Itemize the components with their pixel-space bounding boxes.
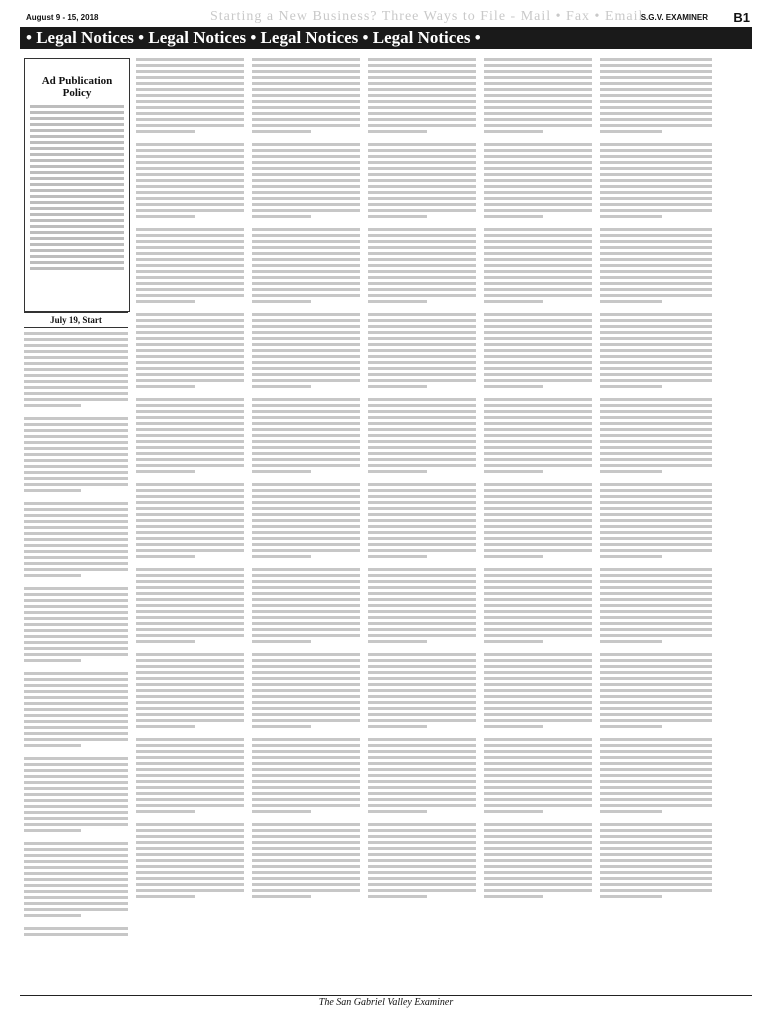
legal-notices-banner: • Legal Notices • Legal Notices • Legal Notices • Legal Notices • — [20, 27, 752, 49]
notice-column-2 — [136, 58, 244, 986]
issue-date: August 9 - 15, 2018 — [26, 13, 99, 22]
notice-column-5 — [484, 58, 592, 986]
policy-title: Ad Publication Policy — [41, 75, 113, 99]
publication-name: S.G.V. EXAMINER — [640, 13, 708, 22]
notice-column-1 — [24, 332, 128, 986]
footer-publication-name: The San Gabriel Valley Examiner — [318, 997, 454, 1008]
notice-column-3 — [252, 58, 360, 986]
page-header — [20, 8, 752, 29]
policy-body-lines — [30, 105, 124, 270]
masthead-text: Starting a New Business? Three Ways to File - Mail • Fax • Email — [210, 9, 644, 24]
sidebar-date: July 19, Start — [24, 312, 128, 328]
notice-column-6 — [600, 58, 712, 986]
notice-column-4 — [368, 58, 476, 986]
ad-publication-policy-box — [24, 58, 130, 312]
page-number: B1 — [733, 10, 750, 25]
page-footer — [20, 995, 752, 1010]
